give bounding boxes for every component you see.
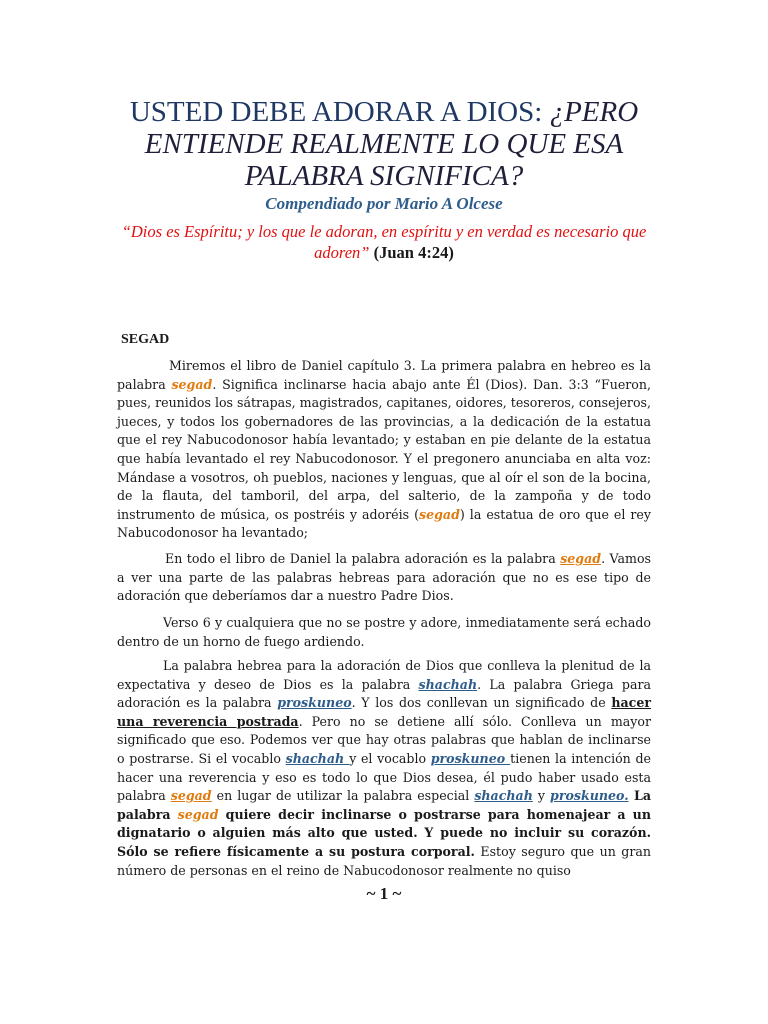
p4-text-e: y el vocablo bbox=[349, 750, 431, 766]
term-proskuneo: proskuneo bbox=[430, 750, 511, 766]
p1-text-c: ) la estatua de oro que el rey Nabucodonosor ha levantado; bbox=[117, 506, 651, 541]
term-segad: segad bbox=[170, 788, 212, 804]
term-proskuneo: proskuneo. bbox=[550, 788, 629, 804]
paragraph-1 bbox=[117, 357, 651, 543]
title-line3: PALABRA SIGNIFICA? bbox=[244, 160, 524, 192]
epigraph-quote: “Dios es Espíritu; y los que le adoran, en espíritu y en verdad es necesario que adoren” bbox=[121, 222, 647, 262]
p4-text-g: en lugar de utilizar la palabra especial bbox=[211, 788, 475, 804]
p4-text-c: . Y los dos conllevan un significado de bbox=[351, 695, 612, 711]
author-credit: Compendiado por Mario A Olcese bbox=[265, 194, 503, 213]
paragraph-4 bbox=[117, 657, 651, 880]
epigraph-reference: (Juan 4:24) bbox=[373, 243, 454, 262]
p2-text-b: . Vamos a ver una parte de las palabras hebreas para adoración que no es ese tipo de adoración que deberíamos dar a nuestro Padre Dios. bbox=[117, 551, 651, 604]
p4-bold-a: La palabra bbox=[117, 788, 652, 822]
p4-text-d: . Pero no se detiene allí sólo. Conlleva un mayor significado que eso. Podemos ver que hay otras palabras que hablan de inclinarse o postrarse. Si el vocablo bbox=[117, 713, 651, 766]
p4-text-j: Estoy seguro que un gran número de personas en el reino de Nabucodonosor realmente no quiso bbox=[117, 843, 651, 878]
section-heading: SEGAD bbox=[121, 332, 170, 347]
title-line2: ENTIENDE REALMENTE LO QUE ESA bbox=[144, 128, 624, 160]
p1-text-b: . Significa inclinarse hacia abajo ante Él (Dios). Dan. 3:3 “Fueron, pues, reunidos los sátrapas, magistrados, capitanes, oidores, tesoreros, consejeros, jueces, y todos los gobernadores de las provincias, a la dedicación de la estatua que el rey Nabucodonosor había levantado; y estaban en pie delante de la estatua que había levantado el rey Nabucodonosor. Y el pregonero anunciaba en alta voz: Mándase a vosotros, oh pueblos, naciones y lenguas, que al oír el son de la bocina, de la flauta, del tamboril, del arpa, del salterio, de la zampoña y de todo instrumento de música, os postréis y adoréis ( bbox=[117, 376, 651, 522]
p4-bold-b: quiere decir inclinarse o postrarse para homenajear a un dignatario o alguien más alto que usted. Y puede no incluir su corazón. Sólo se refiere físicamente a su postura corporal. bbox=[117, 806, 651, 859]
document-title bbox=[60, 96, 708, 192]
paragraph-2 bbox=[117, 550, 651, 606]
p4-text-b: . La palabra Griega para adoración es la palabra bbox=[117, 676, 651, 711]
term-segad: segad bbox=[171, 376, 213, 392]
p4-text-a: La palabra hebrea para la adoración de Dios que conlleva la plenitud de la expectativa y deseo de Dios es la palabra bbox=[117, 658, 651, 692]
term-segad: segad bbox=[560, 551, 602, 566]
emphasis-hacer-reverencia: hacer una reverencia postrada bbox=[117, 695, 651, 729]
title-line1: USTED DEBE ADORAR A DIOS: bbox=[129, 96, 550, 128]
p2-text-a: En todo el libro de Daniel la palabra adoración es la palabra bbox=[165, 551, 561, 566]
epigraph bbox=[100, 221, 668, 263]
p4-text-f: tienen la intención de hacer una reverencia y eso es todo lo que Dios desea, él pudo haber usado esta palabra bbox=[117, 750, 651, 804]
term-shachah: shachah bbox=[474, 788, 533, 804]
term-shachah: shachah bbox=[418, 676, 478, 692]
term-proskuneo: proskuneo bbox=[277, 695, 352, 711]
title-line1-italic: ¿PERO bbox=[549, 96, 639, 128]
page-number: ~ 1 ~ bbox=[366, 884, 402, 903]
p1-text-a: Miremos el libro de Daniel capítulo 3. La primera palabra en hebreo es la palabra bbox=[117, 358, 651, 392]
p3-text: Verso 6 y cualquiera que no se postre y adore, inmediatamente será echado dentro de un horno de fuego ardiendo. bbox=[117, 615, 651, 649]
term-shachah: shachah bbox=[285, 750, 350, 766]
paragraph-3 bbox=[117, 614, 651, 651]
term-segad: segad bbox=[177, 806, 219, 822]
term-segad: segad bbox=[419, 506, 460, 522]
p4-text-h: y bbox=[532, 788, 551, 804]
